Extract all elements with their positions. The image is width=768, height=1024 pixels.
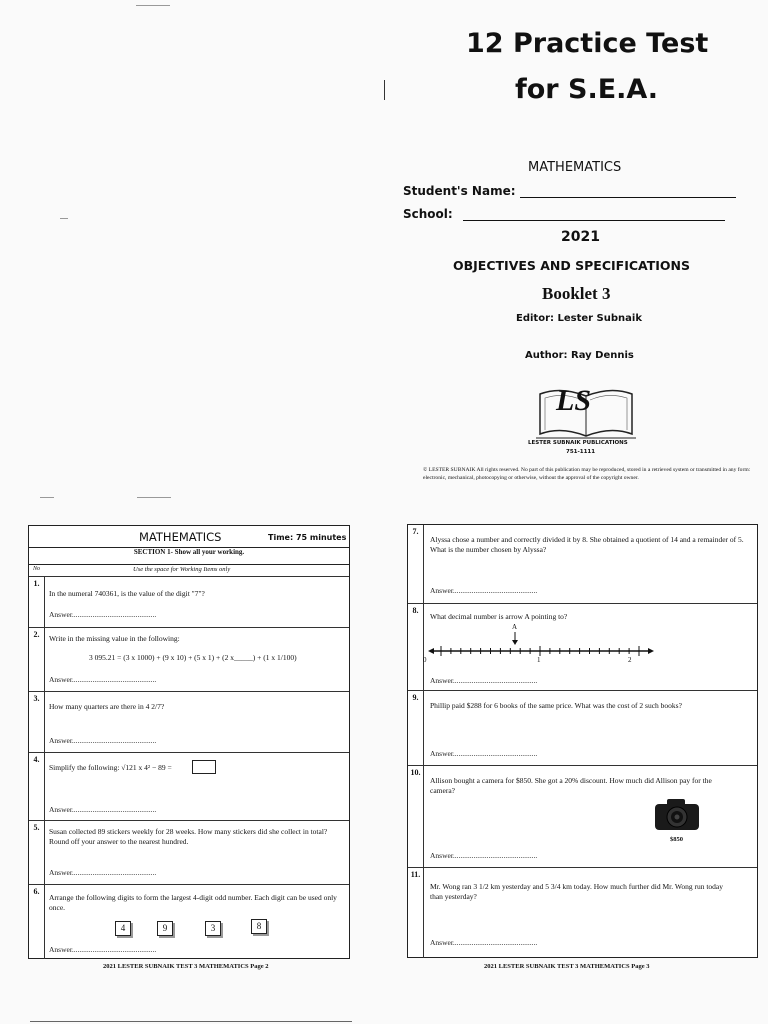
question-number: 5. <box>29 821 45 885</box>
answer-line[interactable]: Answer............................................. <box>49 805 157 814</box>
worksheet-page-2 <box>28 525 350 959</box>
question-row <box>408 690 757 766</box>
paper-mark <box>60 218 68 219</box>
publisher-phone: 751-1111 <box>566 449 596 455</box>
paper-mark <box>136 5 170 6</box>
question-number: 9. <box>408 691 424 766</box>
section-heading: SECTION 1- Show all your working. <box>133 548 245 556</box>
paper-mark <box>384 80 385 100</box>
worksheet-page-3 <box>407 524 758 958</box>
question-row <box>29 752 349 821</box>
school-label: School: <box>403 207 453 221</box>
digit-card[interactable]: 4 <box>115 921 131 936</box>
tick-label-1: 1 <box>537 656 541 664</box>
copyright-notice: © LESTER SUBNAIK All rights reserved. No part of this publication may be reproduced, stored in a retrieved system or transmitted in any form: electronic, mechanical, photocopying or otherwise, without the approval of the copyright owner. <box>423 467 751 481</box>
question-row <box>29 691 349 753</box>
question-text: In the numeral 740361, is the value of the digit "7"? <box>49 589 205 598</box>
student-name-field[interactable] <box>403 184 736 198</box>
question-number: 3. <box>29 692 45 753</box>
col-no: No <box>33 566 41 572</box>
answer-line[interactable]: Answer............................................. <box>49 610 157 619</box>
question-row <box>408 765 757 868</box>
question-number: 7. <box>408 525 424 603</box>
tick-label-2: 2 <box>628 656 632 664</box>
question-number: 1. <box>29 577 45 628</box>
question-row <box>29 627 349 692</box>
question-number: 6. <box>29 885 45 959</box>
question-row <box>29 820 349 885</box>
logo-letters: LS <box>556 384 592 417</box>
objectives-heading: OBJECTIVES AND SPECIFICATIONS <box>453 258 690 273</box>
question-row <box>408 603 757 691</box>
student-name-line[interactable] <box>520 185 736 198</box>
school-line[interactable] <box>463 208 725 221</box>
page2-footer: 2021 LESTER SUBNAIK TEST 3 MATHEMATICS Page 2 <box>103 963 269 970</box>
question-number: 4. <box>29 753 45 821</box>
answer-box[interactable] <box>192 760 216 774</box>
school-field[interactable] <box>403 207 725 221</box>
page2-header <box>29 526 349 548</box>
question-number: 10. <box>408 766 424 868</box>
question-text: Allison bought a camera for $850. She got a 20% discount. How much did Allison pay for the camera? <box>430 776 712 795</box>
digit-card[interactable]: 3 <box>205 921 221 936</box>
question-text: Alyssa chose a number and correctly divided it by 8. She obtained a quotient of 14 and a remainder of 5. What is the number chosen by Alyssa? <box>430 535 744 554</box>
cover-title-line2: for S.E.A. <box>515 74 659 105</box>
digit-card[interactable]: 9 <box>157 921 173 936</box>
question-row <box>408 525 757 603</box>
page3-footer: 2021 LESTER SUBNAIK TEST 3 MATHEMATICS Page 3 <box>484 963 650 970</box>
paper-mark <box>137 497 171 498</box>
digit-card[interactable]: 8 <box>251 919 267 934</box>
question-text: Simplify the following: √121 x 4² − 89 = <box>49 763 172 772</box>
author-label: Author: Ray Dennis <box>525 350 634 361</box>
answer-line[interactable]: Answer............................................. <box>430 851 538 860</box>
answer-line[interactable]: Answer............................................. <box>49 736 157 745</box>
page2-subject: MATHEMATICS <box>139 530 222 544</box>
arrow-label: A <box>512 623 518 631</box>
publisher-name: LESTER SUBNAIK PUBLICATIONS <box>528 440 628 446</box>
student-name-label: Student's Name: <box>403 184 516 198</box>
column-header <box>29 564 349 576</box>
question-text: Arrange the following digits to form the largest 4-digit odd number. Each digit can be used only once. <box>49 893 337 912</box>
question-row <box>29 576 349 628</box>
booklet-label: Booklet 3 <box>542 284 611 303</box>
question-formula: 3 095.21 = (3 x 1000) + (9 x 10) + (5 x 1) + (2 x_____) + (1 x 1/100) <box>89 653 297 662</box>
year-label: 2021 <box>561 229 600 245</box>
question-text: Write in the missing value in the following: <box>49 634 180 643</box>
question-text: Mr. Wong ran 3 1/2 km yesterday and 5 3/4 km today. How much further did Mr. Wong run today than yesterday? <box>430 882 723 901</box>
question-text: What decimal number is arrow A pointing to? <box>430 612 568 621</box>
editor-label: Editor: Lester Subnaik <box>516 313 642 324</box>
question-number: 8. <box>408 604 424 691</box>
question-row <box>29 884 349 959</box>
tick-label-0: 0 <box>423 656 427 664</box>
col-hint: Use the space for Working Items only <box>133 566 231 573</box>
number-line <box>426 632 656 666</box>
question-row <box>408 867 757 958</box>
question-text: Susan collected 89 stickers weekly for 28 weeks. How many stickers did she collect in total? Round off your answer to the nearest hundred. <box>49 827 328 846</box>
answer-line[interactable]: Answer............................................. <box>49 945 157 954</box>
subject-label: MATHEMATICS <box>528 160 622 175</box>
question-text: Phillip paid $288 for 6 books of the same price. What was the cost of 2 such books? <box>430 701 682 710</box>
question-text: How many quarters are there in 4 2/7? <box>49 702 165 711</box>
answer-line[interactable]: Answer............................................. <box>430 938 538 947</box>
answer-line[interactable]: Answer............................................. <box>430 749 538 758</box>
answer-line[interactable]: Answer............................................. <box>49 675 157 684</box>
time-label: Time: 75 minutes <box>268 533 347 542</box>
paper-mark <box>40 497 54 498</box>
cover-title-line1: 12 Practice Test <box>466 28 709 59</box>
answer-line[interactable]: Answer............................................. <box>49 868 157 877</box>
paper-mark <box>30 1021 352 1022</box>
price-tag: $850 <box>670 836 683 843</box>
camera-icon <box>653 796 701 832</box>
question-number: 2. <box>29 628 45 692</box>
answer-line[interactable]: Answer............................................. <box>430 586 538 595</box>
question-number: 11. <box>408 868 424 958</box>
answer-line[interactable]: Answer............................................. <box>430 676 538 685</box>
